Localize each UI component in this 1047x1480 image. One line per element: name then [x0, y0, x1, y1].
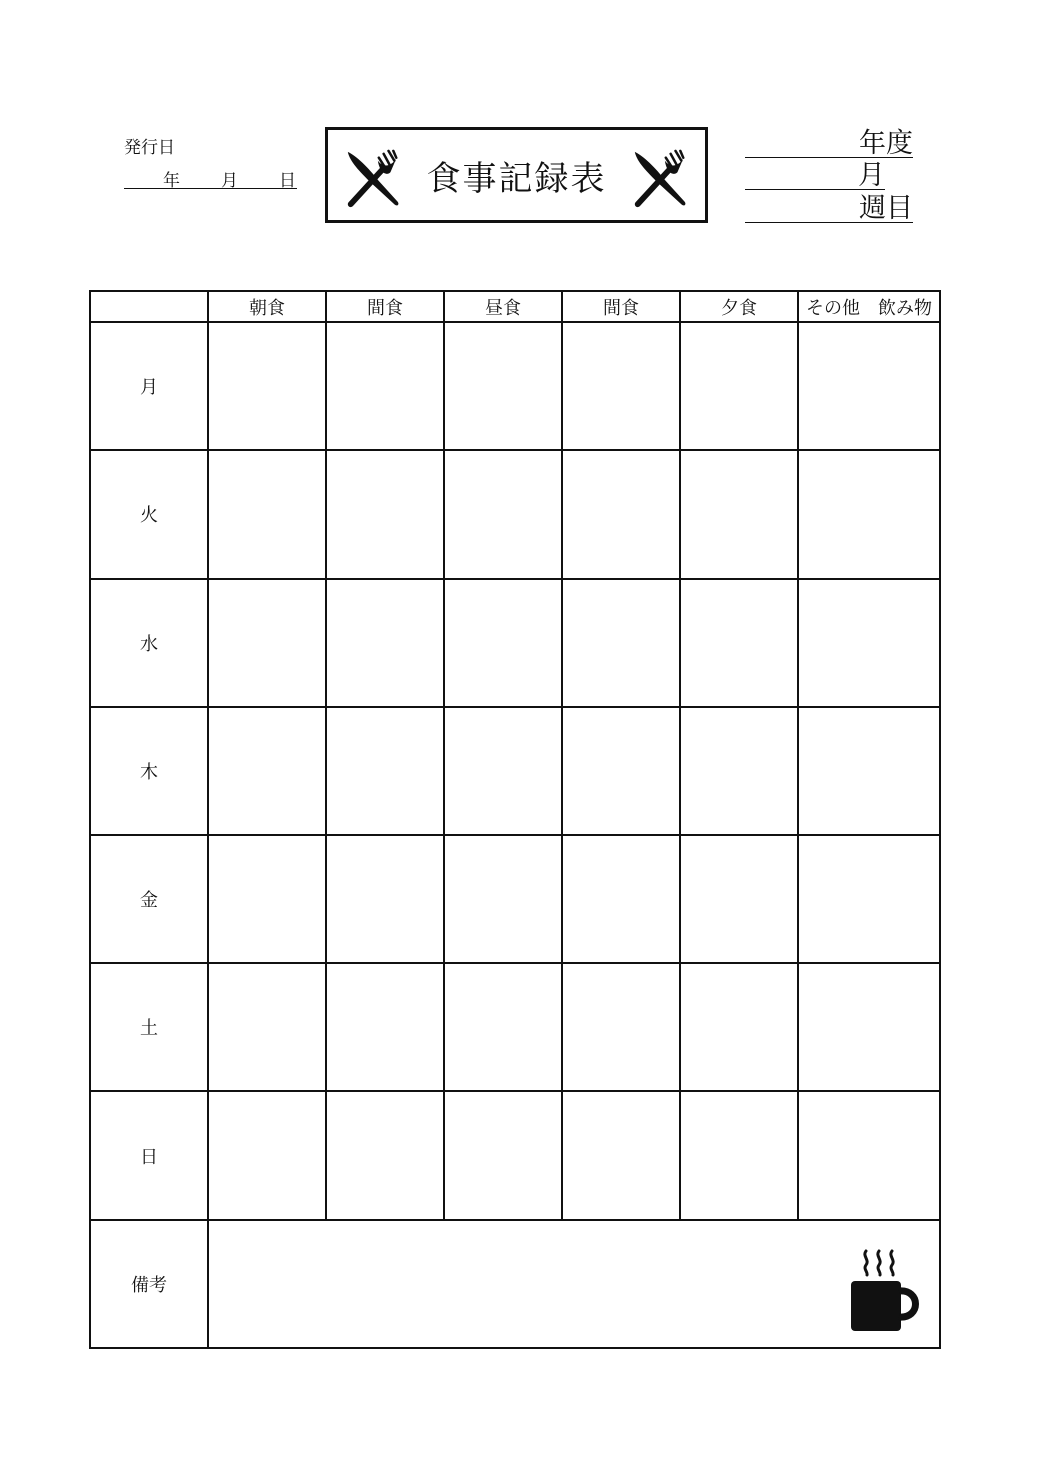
fiscal-year-field[interactable] [745, 127, 913, 158]
meal-cell[interactable] [798, 579, 940, 707]
table-row [90, 450, 940, 578]
day-label-saturday: 土 [90, 963, 208, 1091]
meal-cell[interactable] [680, 707, 798, 835]
day-label-tuesday: 火 [90, 450, 208, 578]
issue-year-unit: 年 [163, 171, 180, 191]
meal-cell[interactable] [680, 963, 798, 1091]
fork-knife-icon [342, 148, 404, 210]
day-label-sunday: 日 [90, 1091, 208, 1219]
notes-cell[interactable] [208, 1220, 940, 1348]
meal-cell[interactable] [562, 579, 680, 707]
meal-cell[interactable] [562, 322, 680, 450]
meal-cell[interactable] [208, 450, 326, 578]
day-label-thursday: 木 [90, 707, 208, 835]
hot-mug-icon [849, 1247, 919, 1331]
meal-cell[interactable] [680, 1091, 798, 1219]
meal-cell[interactable] [326, 963, 444, 1091]
notes-row [90, 1220, 940, 1348]
meal-cell[interactable] [208, 963, 326, 1091]
issue-date-label: 発行日 [124, 138, 175, 158]
meal-cell[interactable] [680, 835, 798, 963]
table-row [90, 1091, 940, 1219]
meal-cell[interactable] [444, 579, 562, 707]
header-lunch: 昼食 [444, 291, 562, 322]
meal-cell[interactable] [208, 579, 326, 707]
month-label: 月 [858, 160, 885, 191]
meal-cell[interactable] [798, 1091, 940, 1219]
table-row [90, 322, 940, 450]
table-row [90, 835, 940, 963]
meal-cell[interactable] [798, 707, 940, 835]
meal-cell[interactable] [798, 835, 940, 963]
week-label: 週目 [859, 193, 913, 224]
issue-date-field[interactable] [124, 166, 297, 189]
header-snack-morning: 間食 [326, 291, 444, 322]
meal-cell[interactable] [444, 963, 562, 1091]
day-label-monday: 月 [90, 322, 208, 450]
meal-cell[interactable] [326, 450, 444, 578]
meal-cell[interactable] [208, 707, 326, 835]
meal-cell[interactable] [562, 1091, 680, 1219]
meal-cell[interactable] [208, 1091, 326, 1219]
table-row [90, 579, 940, 707]
meal-cell[interactable] [798, 322, 940, 450]
header-snack-afternoon: 間食 [562, 291, 680, 322]
meal-cell[interactable] [326, 835, 444, 963]
meal-record-table [89, 290, 941, 1349]
corner-header [90, 291, 208, 322]
meal-cell[interactable] [562, 707, 680, 835]
fiscal-year-label: 年度 [859, 128, 913, 159]
meal-cell[interactable] [680, 579, 798, 707]
meal-cell[interactable] [562, 963, 680, 1091]
meal-cell[interactable] [798, 450, 940, 578]
issue-month-unit: 月 [221, 171, 238, 191]
meal-cell[interactable] [680, 322, 798, 450]
meal-cell[interactable] [444, 450, 562, 578]
meal-cell[interactable] [562, 835, 680, 963]
week-field[interactable] [745, 192, 913, 223]
meal-cell[interactable] [444, 1091, 562, 1219]
table-row [90, 963, 940, 1091]
meal-cell[interactable] [208, 835, 326, 963]
meal-cell[interactable] [326, 579, 444, 707]
day-label-wednesday: 水 [90, 579, 208, 707]
header-breakfast: 朝食 [208, 291, 326, 322]
meal-cell[interactable] [444, 835, 562, 963]
meal-cell[interactable] [680, 450, 798, 578]
meal-cell[interactable] [444, 322, 562, 450]
day-label-friday: 金 [90, 835, 208, 963]
issue-day-unit: 日 [279, 171, 296, 191]
page-title: 食事記録表 [426, 158, 607, 199]
header-other-drinks: その他 飲み物 [798, 291, 940, 322]
header-row [90, 291, 940, 322]
meal-cell[interactable] [326, 707, 444, 835]
table-row [90, 707, 940, 835]
meal-cell[interactable] [326, 1091, 444, 1219]
meal-cell[interactable] [798, 963, 940, 1091]
title-box [325, 127, 708, 223]
header-dinner: 夕食 [680, 291, 798, 322]
meal-cell[interactable] [444, 707, 562, 835]
meal-cell[interactable] [208, 322, 326, 450]
meal-cell[interactable] [562, 450, 680, 578]
notes-label: 備考 [90, 1220, 208, 1348]
fork-knife-icon [629, 148, 691, 210]
meal-cell[interactable] [326, 322, 444, 450]
